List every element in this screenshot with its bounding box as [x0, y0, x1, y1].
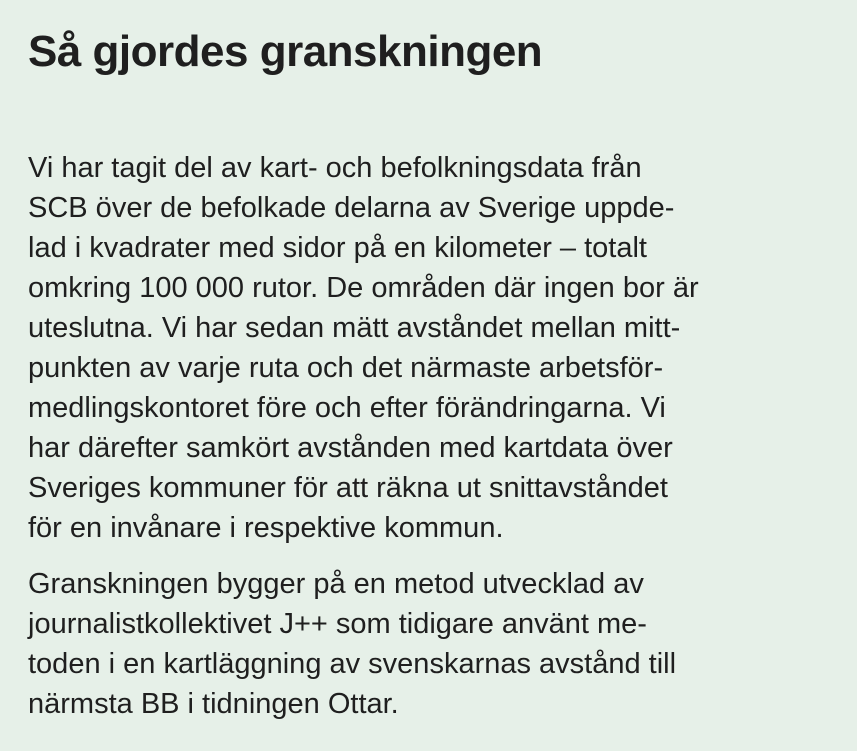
text-line: punkten av varje ruta och det närmaste arbetsför- — [28, 352, 664, 384]
text-line: Granskningen bygger på en metod utvecklad av — [28, 568, 644, 600]
text-line: medlingskontoret före och efter förändringarna. Vi — [28, 392, 666, 424]
text-line: har därefter samkört avstånden med kartdata över — [28, 432, 673, 464]
text-line: uteslutna. Vi har sedan mätt avståndet mellan mitt- — [28, 312, 681, 344]
text-line: lad i kvadrater med sidor på en kilometer – totalt — [28, 232, 647, 264]
box-title: Så gjordes granskningen — [28, 27, 543, 76]
text-line: omkring 100 000 rutor. De områden där ingen bor är — [28, 272, 699, 304]
text-line: toden i en kartläggning av svenskarnas avstånd till — [28, 648, 677, 680]
paragraph-source — [28, 564, 827, 724]
text-line: Vi har tagit del av kart- och befolkningsdata från — [28, 152, 642, 184]
text-line: Sveriges kommuner för att räkna ut snittavståndet — [28, 472, 668, 504]
text-line: journalistkollektivet J++ som tidigare använt me- — [28, 608, 647, 640]
paragraph-method — [28, 148, 827, 548]
text-line: för en invånare i respektive kommun. — [28, 512, 504, 544]
text-line: SCB över de befolkade delarna av Sverige uppde- — [28, 192, 675, 224]
box-body — [28, 148, 827, 724]
text-line: närmsta BB i tidningen Ottar. — [28, 688, 399, 720]
